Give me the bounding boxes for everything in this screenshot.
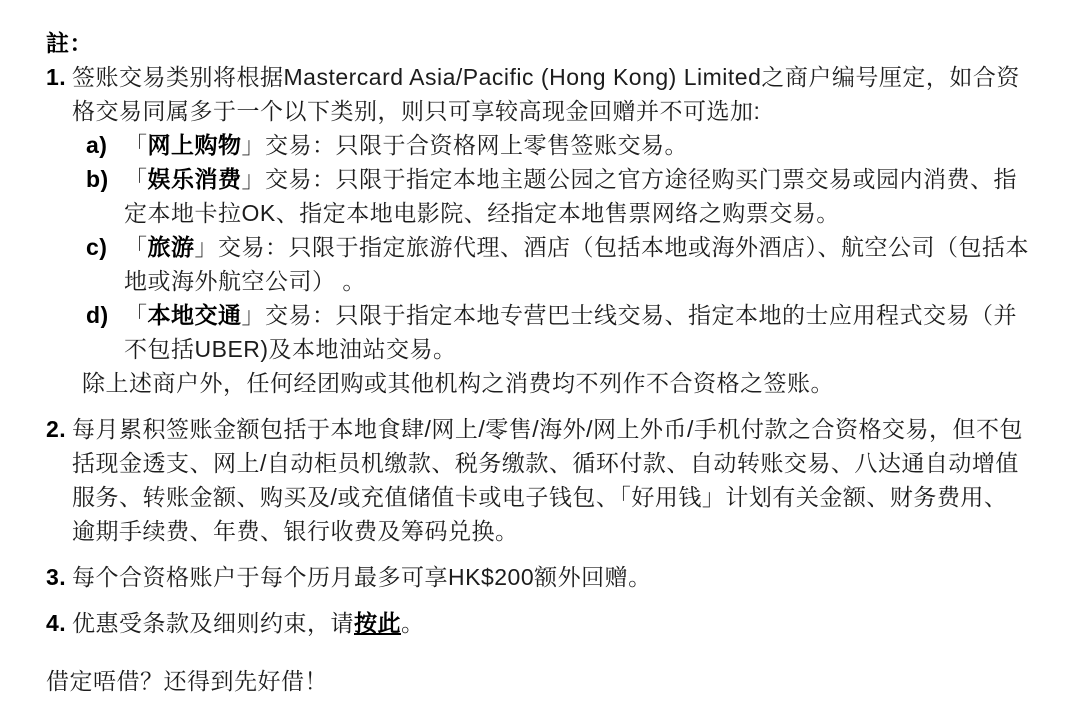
note-1-text: 签账交易类别将根据Mastercard Asia/Pacific (Hong Kong) Limited之商户编号厘定，如合资格交易同属多于一个以下类别，则只可享较高现金回赠并不可选加: [72,64,1020,124]
sub-item-b-letter: b) [86,166,109,192]
bracket-open: 「 [124,234,148,260]
category-name-local-transport: 本地交通 [147,302,242,328]
sub-item-a-letter: a) [86,132,108,158]
note-1-closing-text: 除上述商户外，任何经团购或其他机构之消费均不列作不合资格之签账。 [82,370,834,396]
sub-item-c-text [124,230,1030,298]
sub-item-c-description: 交易：只限于指定旅游代理、酒店（包括本地或海外酒店）、航空公司（包括本地或海外航空公司） 。 [124,234,1029,294]
category-name-online-shopping: 网上购物 [147,132,242,158]
note-1-body [72,60,1030,400]
sub-item-d-text [124,298,1030,366]
sub-item-d-description: 交易：只限于指定本地专营巴士线交易、指定本地的士应用程式交易（并不包括UBER)及本地油站交易。 [124,302,1017,362]
bracket-close: 」 [241,132,265,158]
note-3-number: 3. [46,564,67,590]
sub-item-a-text [124,128,1030,162]
note-item-2 [46,412,1030,548]
note-3-text: 每个合资格账户于每个历月最多可享HK$200额外回赠。 [72,564,652,590]
sub-item-c [86,230,1030,298]
notes-heading: 註： [46,30,93,56]
note-4-number: 4. [46,610,67,636]
note-4-text [72,606,1030,640]
sub-item-b-description: 交易：只限于指定本地主题公园之官方途径购买门票交易或园内消费、指定本地卡拉OK、指定本地电影院、经指定本地售票网络之购票交易。 [124,166,1017,226]
sub-item-d [86,298,1030,366]
note-item-4 [46,606,1030,640]
sub-item-b-text [124,162,1030,230]
sub-item-d-letter: d) [86,302,109,328]
note-4-text-before-link: 优惠受条款及细则约束，请 [72,610,354,636]
bracket-close: 」 [194,234,218,260]
bracket-open: 「 [124,132,148,158]
note-item-1 [46,60,1030,400]
lending-warning-text: 借定唔借？还得到先好借！ [46,668,328,694]
note-item-3 [46,560,1030,594]
bracket-close: 」 [241,166,265,192]
note-4-text-after-link: 。 [401,610,425,636]
sub-item-a [86,128,1030,162]
note-2-number: 2. [46,416,67,442]
category-name-entertainment: 娱乐消费 [147,166,242,192]
note-1-number: 1. [46,64,67,90]
bracket-close: 」 [241,302,265,328]
sub-item-c-letter: c) [86,234,108,260]
category-name-travel: 旅游 [147,234,195,260]
bracket-open: 「 [124,166,148,192]
sub-item-b [86,162,1030,230]
click-here-link[interactable]: 按此 [354,610,401,636]
bracket-open: 「 [124,302,148,328]
note-2-text: 每月累积签账金额包括于本地食肆/网上/零售/海外/网上外币/手机付款之合资格交易，但不包括现金透支、网上/自动柜员机缴款、税务缴款、循环付款、自动转账交易、八达通自动增值服务、转账金额、购买及/或充值储值卡或电子钱包、「好用钱」计划有关金额、财务费用、逾期手续费、年费、银行收费及筹码兑换。 [72,416,1023,544]
sub-item-a-description: 交易：只限于合资格网上零售签账交易。 [265,132,688,158]
